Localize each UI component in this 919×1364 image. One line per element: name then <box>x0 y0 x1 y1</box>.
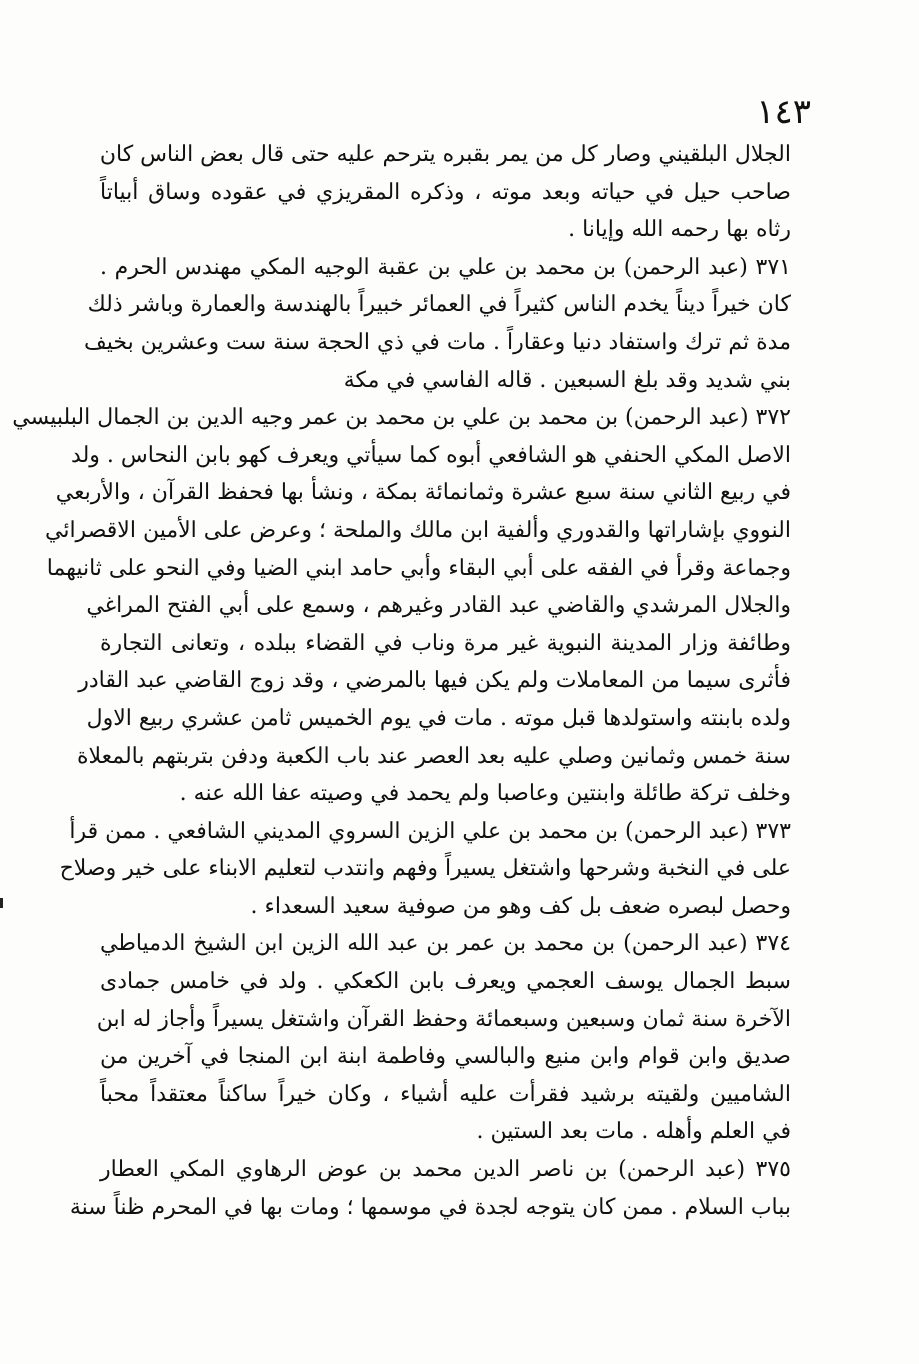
text-line: وطائفة وزار المدينة النبوية غير مرة وناب في القضاء ببلده ، وتعانى التجارة <box>100 630 791 656</box>
entry-374-heading: ٣٧٤ (عبد الرحمن) بن محمد بن عمر بن عبد الله الزين ابن الشيخ الدمياطي <box>100 931 791 957</box>
text-line: وخلف تركة طائلة وابنتين وعاصبا ولم يحمد في وصيته عفا الله عنه . <box>179 781 791 807</box>
text-line: الشاميين ولقيته برشيد فقرأت عليه أشياء ، وكان خيراً ساكناً معتقداً محباً <box>100 1081 791 1107</box>
text-line: والجلال المرشدي والقاضي عبد القادر وغيرهم ، وسمع على أبي الفتح المراغي <box>86 593 791 619</box>
text-line: بباب السلام . ممن كان يتوجه لجدة في موسمها ؛ ومات بها في المحرم ظناً سنة <box>69 1194 791 1220</box>
text-line: على في النخبة وشرحها واشتغل يسيراً وفهم وانتدب لتعليم الابناء على خير وصلاح <box>59 856 791 882</box>
entry-371-heading: ٣٧١ (عبد الرحمن) بن محمد بن علي بن عقبة الوجيه المكي مهندس الحرم . <box>100 254 791 280</box>
text-line: الجلال البلقيني وصار كل من يمر بقبره يترحم عليه حتى قال بعض الناس كان <box>99 142 791 167</box>
entry-373-heading: ٣٧٣ (عبد الرحمن) بن محمد بن علي الزين السروي المديني الشافعي . ممن قرأ <box>69 818 791 844</box>
text-body <box>12 136 791 1226</box>
text-line: في ربيع الثاني سنة سبع عشرة وثمانمائة بمكة ، ونشأ بها فحفظ القرآن ، والأربعي <box>55 480 791 506</box>
text-line: النووي بإشاراتها والقدوري وألفية ابن مالك والملحة ؛ وعرض على الأمين الاقصرائي <box>44 517 791 543</box>
text-line: في العلم وأهله . مات بعد الستين . <box>476 1119 791 1145</box>
text-line: مدة ثم ترك واستفاد دنيا وعقاراً . مات في ذي الحجة سنة ست وعشرين بخيف <box>83 329 791 355</box>
text-line: وحصل لبصره ضعف بل كف وهو من صوفية سعيد السعداء . <box>250 893 791 919</box>
text-line: ولده بابنته واستولدها قبل موته . مات في يوم الخميس ثامن عشري ربيع الاول <box>86 705 791 731</box>
text-line: كان خيراً ديناً يخدم الناس كثيراً في العمائر خبيراً بالهندسة والعمارة وباشر ذلك <box>87 292 791 318</box>
entry-372-heading: ٣٧٢ (عبد الرحمن) بن محمد بن علي بن محمد بن عمر وجيه الدين بن الجمال البلبيسي <box>12 405 791 431</box>
text-line: الاصل المكي الحنفي هو الشافعي أبوه كما سيأتي ويعرف كهو بابن النحاس . ولد <box>71 442 791 468</box>
text-line: وجماعة وقرأ في الفقه على أبي البقاء وأبي حامد ابني الضيا وفي النحو على ثانيهما <box>46 555 791 581</box>
text-line: سبط الجمال يوسف العجمي ويعرف بابن الكعكي . ولد في خامس جمادى <box>100 969 791 995</box>
text-line: بني شديد وقد بلغ السبعين . قاله الفاسي في مكة <box>343 367 791 393</box>
text-line: صاحب حيل في حياته وبعد موته ، وذكره المقريزي في عقوده وساق أبياتاً <box>100 179 791 205</box>
text-line: سنة خمس وثمانين وصلي عليه بعد العصر عند باب الكعبة ودفن بتربتهم بالمعلاة <box>76 743 791 769</box>
scan-edge-mark <box>0 898 3 908</box>
text-line: صديق وابن قوام وابن منيع والبالسي وفاطمة ابنة ابن المنجا في آخرين من <box>100 1044 791 1070</box>
text-line: رثاه بها رحمه الله وإيانا . <box>568 217 791 243</box>
text-line: الآخرة سنة ثمان وسبعين وسبعمائة وحفظ القرآن واشتغل يسيراً وأجاز له ابن <box>96 1006 791 1032</box>
text-line: فأثرى سيما من المعاملات ولم يكن فيها بالمرضي ، وقد زوج القاضي عبد القادر <box>78 668 791 694</box>
page-number: ١٤٣ <box>756 92 811 132</box>
entry-375-heading: ٣٧٥ (عبد الرحمن) بن ناصر الدين محمد بن عوض الرهاوي المكي العطار <box>100 1157 791 1183</box>
